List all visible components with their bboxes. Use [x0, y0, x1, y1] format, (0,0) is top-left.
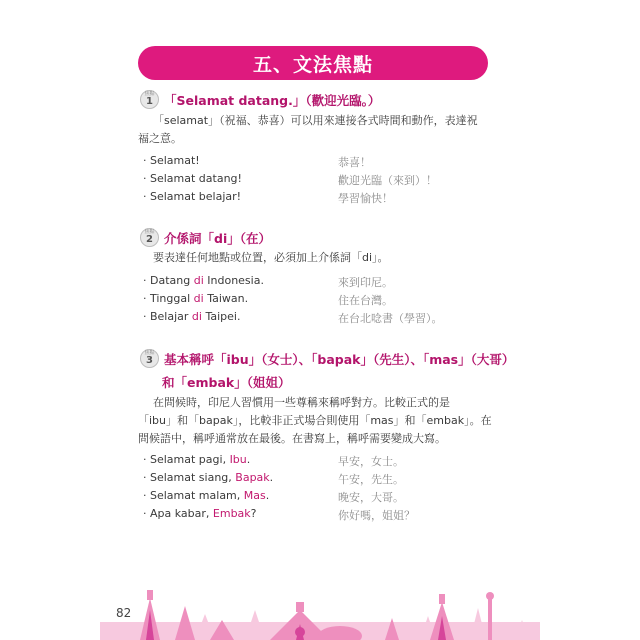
- example-row: [143, 471, 443, 489]
- section-2-badge: [140, 228, 159, 247]
- badge-number: 2: [146, 234, 153, 245]
- example-row: [143, 154, 443, 172]
- example-indonesian: · Selamat siang, Bapak.: [143, 471, 274, 484]
- example-translation: 學習愉快！: [338, 192, 393, 205]
- badge-label: 焦點: [144, 350, 155, 356]
- example-row: [143, 172, 443, 190]
- page-title-banner: [138, 46, 488, 80]
- example-row: [143, 310, 443, 328]
- example-row: [143, 507, 443, 525]
- paragraph-line: 福之意。: [138, 132, 182, 145]
- example-translation: 恭喜！: [338, 156, 371, 169]
- paragraph-line: 「ibu」和「bapak」，比較非正式場合則使用「mas」和「embak」。在: [138, 414, 492, 427]
- example-row: [143, 274, 443, 292]
- paragraph-line: 在問候時，印尼人習慣用一些尊稱來稱呼對方。比較正式的是: [153, 396, 450, 409]
- example-translation: 午安，先生。: [338, 473, 404, 486]
- section-3-heading: [140, 349, 514, 368]
- section-1-paragraph-cont: [138, 130, 182, 148]
- example-translation: 早安，女士。: [338, 455, 404, 468]
- example-translation: 住在台灣。: [338, 294, 393, 307]
- example-translation: 在台北唸書（學習）。: [338, 312, 443, 325]
- example-indonesian: · Apa kabar, Embak?: [143, 507, 257, 520]
- example-indonesian: · Selamat malam, Mas.: [143, 489, 270, 502]
- example-row: [143, 489, 443, 507]
- section-3-title: 基本稱呼「ibu」（女士）、「bapak」（先生）、「mas」（大哥）: [164, 351, 515, 367]
- example-indonesian: · Datang di Indonesia.: [143, 274, 264, 287]
- example-indonesian: · Selamat!: [143, 154, 200, 167]
- example-translation: 歡迎光臨（來到）！: [338, 174, 437, 187]
- section-3-badge: [140, 349, 159, 368]
- example-row: [143, 453, 443, 471]
- example-indonesian: · Selamat datang!: [143, 172, 242, 185]
- example-translation: 你好嗎，姐姐？: [338, 509, 415, 522]
- example-row: [143, 292, 443, 310]
- section-1-badge: [140, 90, 159, 109]
- paragraph-line: 要表達任何地點或位置，必須加上介係詞「di」。: [153, 251, 389, 264]
- section-2-paragraph: [153, 249, 389, 267]
- example-row: [143, 190, 443, 208]
- section-2-heading: [140, 228, 271, 247]
- example-translation: 晚安，大哥。: [338, 491, 404, 504]
- example-indonesian: · Selamat belajar!: [143, 190, 242, 203]
- paragraph-line: 「selamat」（祝福、恭喜）可以用來連接各式時間和動作，表達祝: [153, 114, 478, 127]
- page-title: 五、文法焦點: [252, 53, 373, 76]
- section-2-title: 介係詞「di」（在）: [164, 230, 271, 246]
- page-number: 82: [116, 606, 132, 620]
- badge-number: 3: [146, 355, 153, 366]
- section-1-title: 「Selamat datang.」（歡迎光臨。）: [164, 92, 381, 108]
- section-3-paragraph: [153, 394, 450, 412]
- example-indonesian: · Belajar di Taipei.: [143, 310, 241, 323]
- badge-label: 焦點: [144, 91, 155, 97]
- paragraph-line: 問候語中，稱呼通常放在最後。在書寫上，稱呼需要變成大寫。: [138, 432, 446, 445]
- example-indonesian: · Tinggal di Taiwan.: [143, 292, 249, 305]
- example-indonesian: · Selamat pagi, Ibu.: [143, 453, 251, 466]
- section-3-title-line2: 和「embak」（姐姐）: [162, 375, 291, 390]
- example-translation: 來到印尼。: [338, 276, 393, 289]
- badge-number: 1: [146, 96, 153, 107]
- indonesia-skyline-illustration: [0, 580, 640, 640]
- section-1-paragraph: [153, 112, 478, 130]
- badge-label: 焦點: [144, 229, 155, 235]
- section-3-paragraph-cont: [138, 412, 492, 448]
- section-1-heading: [140, 90, 380, 109]
